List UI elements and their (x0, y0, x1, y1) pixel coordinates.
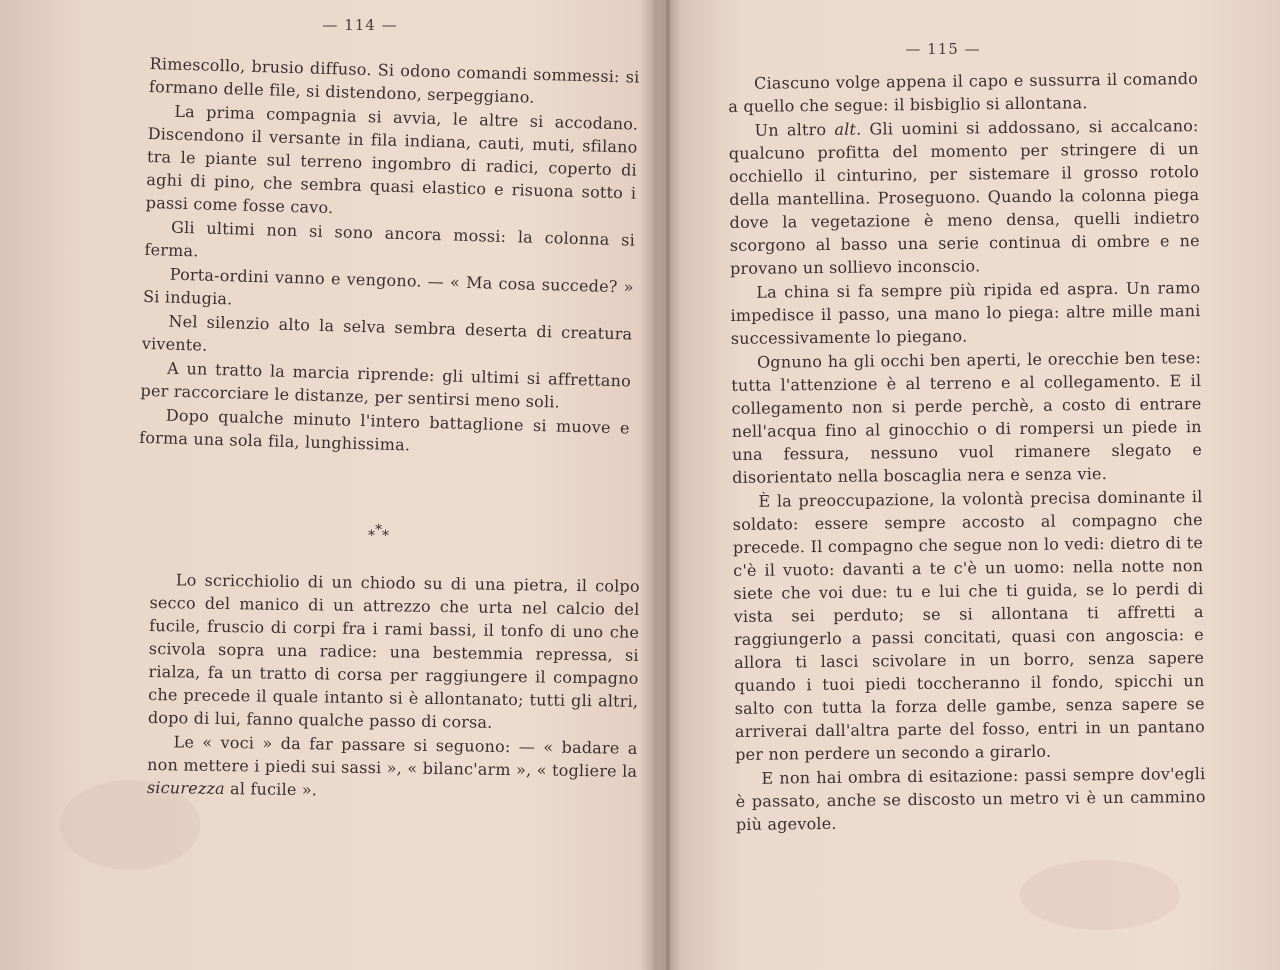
asterism-star: * (381, 528, 390, 545)
section-asterism (367, 521, 390, 545)
paragraph (728, 114, 1200, 280)
paragraph: A un tratto la marcia riprende: gli ultimi si affrettano per raccorciare le distanze, per sentirsi meno soli. (140, 358, 632, 412)
paragraph: Dopo qualche minuto l'intero battaglione si muove e forma una sola fila, lunghissima. (138, 405, 630, 455)
paragraph: Gli ultimi non si sono ancora mossi: la colonna si ferma. (144, 217, 636, 261)
paragraph: Rimescollo, brusio diffuso. Si odono comandi sommessi: si formano delle file, si distendono, serpeggiano. (148, 53, 640, 107)
paragraph: La prima compagnia si avvia, le altre si accodano. Discendono il versante in fila indiana, cauti, muti, sfilano tra le piante sul terreno ingombro di radici, coperto di aghi di pino, che sembra quasi elastico e risuona sotto i passi come fosse cavo. (145, 101, 639, 218)
paragraph: Nel silenzio alto la selva sembra deserta di creatura vivente. (141, 311, 633, 355)
text-run: al fucile ». (224, 779, 318, 800)
text-run: Un altro (754, 119, 835, 140)
right-page (728, 0, 1206, 970)
asterism-star: * (374, 521, 383, 539)
paragraph: Porta-ordini vanno e vengono. — « Ma cosa succede? » Si indugia. (142, 264, 634, 309)
paragraph: Lo scricchiolio di un chiodo su di una pietra, il colpo secco del manico di un attrezzo che urta nel calcio del fucile, fruscio di corpi fra i rami bassi, il tonfo di uno che scivola sopra una radice: una bestemmia repressa, si rialza, fa un tratto di corsa per raggiungere il compagno che precede il quale intanto si è allontanato; tutti gli altri, dopo di lui, fanno qualche passo di corsa. (147, 570, 640, 732)
page-number: — 115 — (905, 40, 981, 58)
paragraph (147, 730, 638, 806)
italic-word: alt (834, 119, 857, 139)
paragraph: Ciascuno volge appena il capo e sussurra il comando a quello che segue: il bisbiglio si allontana. (728, 69, 1199, 116)
text-run: Le « voci » da far passare si seguono: — « badare a non mettere i piedi sui sassi », « bilanc'arm », « togliere la (147, 732, 638, 781)
paragraph: È la preoccupazione, la volontà precisa dominante il soldato: essere sempre accosto al compagno che precede. Il compagno che segue non lo vedi: dietro di te c'è il vuoto: davanti a te c'è un uomo: nella notte non siete che voi due: tu e lui che ti guida, se lo perdi di vista sei perduto; se si allontana ti affretti a raggiungerlo a passi concitati, quasi con angoscia: e allora ti lasci scivolare in un borro, senza sapere quando i tuoi piedi toccheranno il fondo, spicchi un salto con tutta la forza delle gambe, senza sapere se arriverai dall'altra parte del fosso, entri in un pantano per non perdere un secondo a girarlo. (732, 487, 1205, 764)
paragraph: E non hai ombra di esitazione: passi sempre dov'egli è passato, anche se discosto un metro vi è un cammino più agevole. (735, 764, 1206, 834)
text-block-top (139, 52, 640, 463)
paragraph: Ognuno ha gli occhi ben aperti, le orecchie ben tese: tutta l'attenzione è al terreno e al collegamento. E il collegamento non si perde perchè, a costo di entrare nell'acqua fino al ginocchio o di rompersi un piede in una fessura, nessuno vuol rimanere slegato e disorientato nella boscaglia nera e senza vie. (731, 348, 1203, 487)
italic-word: sicurezza (146, 777, 225, 799)
page-number: — 114 — (322, 16, 398, 34)
asterism-star: * (367, 527, 376, 544)
text-run: . Gli uomini si addossano, si accalcano: qualcuno profitta del momento per stringere di un occhiello il cinturino, per sistemare il grosso rotolo della mantellina. Proseguono. Quando la colonna piega dove la vegetazione è meno densa, quelli indietro scorgono al basso una serie continua di ombre e ne provano un sollievo inconscio. (728, 116, 1200, 278)
left-page (138, 0, 640, 970)
text-block-right (728, 67, 1206, 836)
paragraph: La china si fa sempre più ripida ed aspra. Un ramo impedisce il passo, una mano lo piega: altre mille mani successivamente lo piegano. (730, 278, 1201, 348)
text-block-bottom (147, 568, 640, 806)
book-gutter (652, 0, 682, 970)
